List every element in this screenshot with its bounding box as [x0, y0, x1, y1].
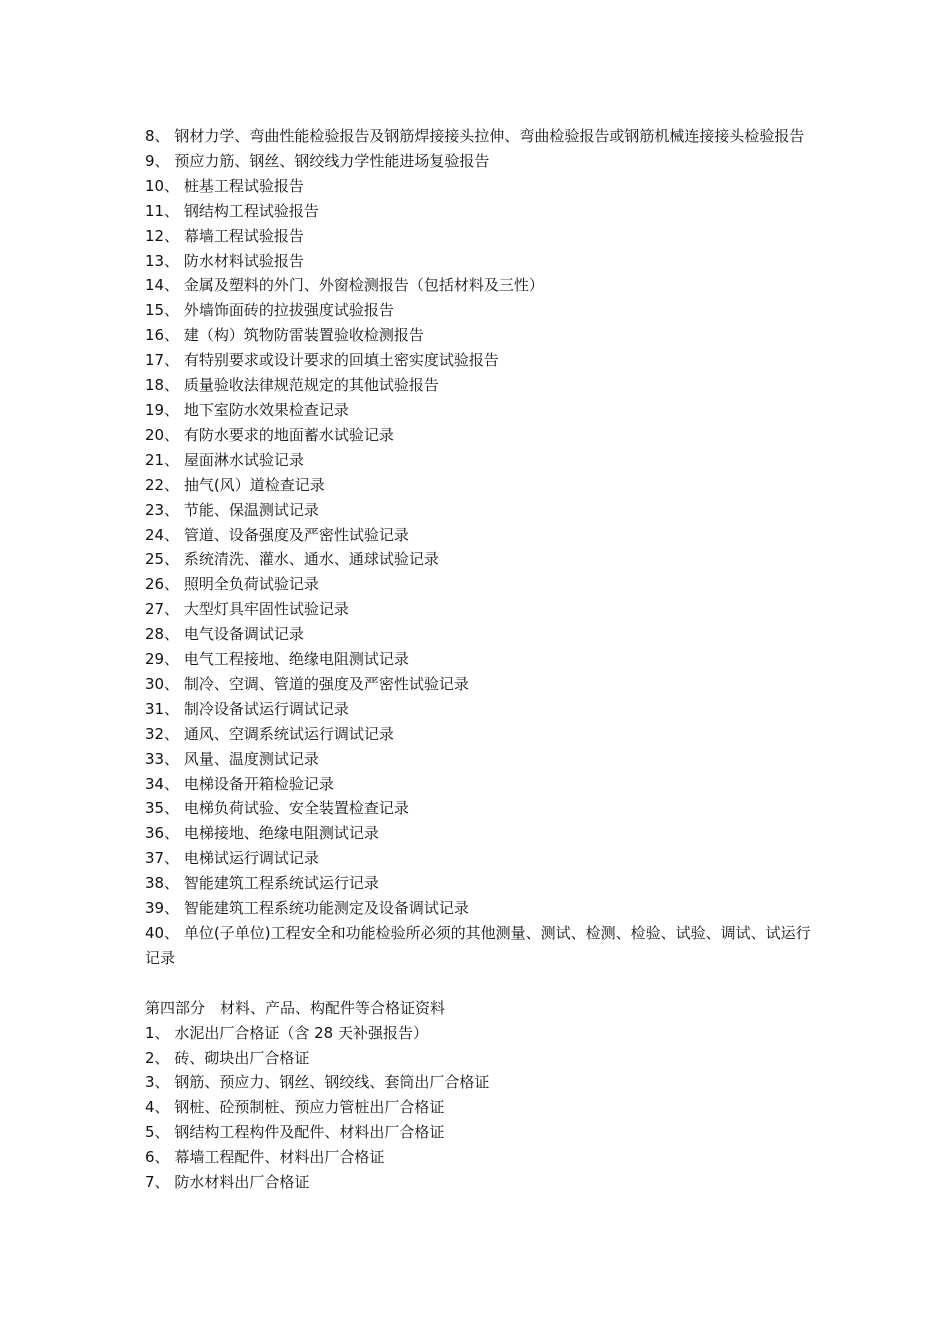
list-item-number: 20、 [145, 425, 180, 444]
list-item-number: 26、 [145, 575, 180, 594]
list-item [145, 921, 813, 971]
list-item-text: 电气工程接地、绝缘电阻测试记录 [183, 650, 409, 669]
list-item-number: 7、 [145, 1173, 170, 1192]
list-item-number: 33、 [145, 749, 180, 768]
list-item-number: 5、 [145, 1123, 170, 1142]
list-item-text: 地下室防水效果检查记录 [183, 400, 349, 419]
test-report-list [145, 124, 813, 971]
list-item-text: 风量、温度测试记录 [183, 749, 319, 768]
list-item-number: 14、 [145, 276, 180, 295]
list-item [145, 747, 813, 772]
list-item-number: 8、 [145, 127, 170, 145]
list-item [145, 1021, 813, 1046]
list-item-number: 3、 [145, 1073, 170, 1092]
list-item [145, 622, 813, 647]
list-item-number: 25、 [145, 550, 180, 569]
list-item-number: 11、 [145, 201, 180, 220]
list-item-number: 35、 [145, 799, 180, 818]
list-item-text: 有防水要求的地面蓄水试验记录 [183, 425, 394, 444]
list-item-text: 金属及塑料的外门、外窗检测报告（包括材料及三性） [183, 276, 544, 295]
list-item-text: 大型灯具牢固性试验记录 [183, 600, 349, 619]
list-item-number: 13、 [145, 251, 180, 270]
list-item-text: 钢结构工程试验报告 [183, 201, 319, 220]
list-item-number: 29、 [145, 650, 180, 669]
list-item-text: 电梯负荷试验、安全装置检查记录 [183, 799, 409, 818]
list-item [145, 273, 813, 298]
list-item-text: 幕墙工程试验报告 [183, 226, 304, 245]
list-item-number: 30、 [145, 674, 180, 693]
list-item [145, 871, 813, 896]
list-item [145, 298, 813, 323]
list-item-number: 1、 [145, 1023, 170, 1042]
list-item-number: 27、 [145, 600, 180, 619]
list-item-number: 37、 [145, 849, 180, 868]
list-item-number: 31、 [145, 699, 180, 718]
list-item-text: 抽气(风）道检查记录 [183, 475, 325, 494]
list-item-number: 6、 [145, 1148, 170, 1167]
list-item-number: 24、 [145, 525, 180, 544]
list-item-text: 有特别要求或设计要求的回填土密实度试验报告 [183, 351, 499, 370]
list-item-text: 水泥出厂合格证（含 28 天补强报告） [174, 1023, 428, 1042]
list-item [145, 647, 813, 672]
list-item-text: 砖、砌块出厂合格证 [174, 1048, 310, 1067]
list-item-text: 智能建筑工程系统功能测定及设备调试记录 [183, 899, 469, 918]
list-item-text: 预应力筋、钢丝、钢绞线力学性能进场复验报告 [174, 151, 490, 170]
list-item-number: 9、 [145, 151, 170, 170]
list-item [145, 572, 813, 597]
list-item-number: 4、 [145, 1098, 170, 1117]
list-item [145, 1120, 813, 1145]
list-item-text: 外墙饰面砖的拉拔强度试验报告 [183, 301, 394, 320]
list-item-text: 屋面淋水试验记录 [183, 450, 304, 469]
list-item-number: 22、 [145, 475, 180, 494]
list-item-text: 节能、保温测试记录 [183, 500, 319, 519]
list-item [145, 249, 813, 274]
list-item-number: 12、 [145, 226, 180, 245]
list-item [145, 846, 813, 871]
list-item [145, 174, 813, 199]
list-item [145, 697, 813, 722]
list-item-text: 通风、空调系统试运行调试记录 [183, 724, 394, 743]
list-item [145, 373, 813, 398]
document-page [145, 124, 813, 1195]
list-item [145, 796, 813, 821]
list-item-text: 建（构）筑物防雷装置验收检测报告 [183, 326, 424, 345]
list-item-text: 钢筋、预应力、钢丝、钢绞线、套筒出厂合格证 [174, 1073, 490, 1092]
list-item [145, 523, 813, 548]
list-item [145, 1046, 813, 1071]
list-item [145, 597, 813, 622]
list-item [145, 423, 813, 448]
list-item [145, 124, 813, 149]
list-item [145, 473, 813, 498]
list-item-text: 管道、设备强度及严密性试验记录 [183, 525, 409, 544]
list-item-text: 幕墙工程配件、材料出厂合格证 [174, 1148, 385, 1167]
section-four-title: 第四部分 材料、产品、构配件等合格证资料 [145, 998, 446, 1017]
list-item-text: 钢结构工程构件及配件、材料出厂合格证 [174, 1123, 445, 1142]
list-item-number: 32、 [145, 724, 180, 743]
list-item-text: 钢材力学、弯曲性能检验报告及钢筋焊接接头拉伸、弯曲检验报告或钢筋机械连接接头检验报告 [174, 127, 805, 145]
list-item-number: 34、 [145, 774, 180, 793]
list-item-text: 桩基工程试验报告 [183, 176, 304, 195]
list-item-number: 23、 [145, 500, 180, 519]
list-item-number: 10、 [145, 176, 180, 195]
list-item [145, 896, 813, 921]
list-item-number: 17、 [145, 351, 180, 370]
certificate-list [145, 1021, 813, 1195]
list-item [145, 547, 813, 572]
list-item-number: 18、 [145, 376, 180, 395]
list-item [145, 323, 813, 348]
list-item-number: 21、 [145, 450, 180, 469]
blank-line [145, 971, 813, 996]
list-item-text: 单位(子单位)工程安全和功能检验所必须的其他测量、测试、检测、检验、试验、调试、试运行记录 [145, 924, 811, 967]
list-item [145, 772, 813, 797]
list-item-number: 38、 [145, 874, 180, 893]
list-item-text: 质量验收法律规范规定的其他试验报告 [183, 376, 439, 395]
list-item [145, 448, 813, 473]
list-item [145, 348, 813, 373]
list-item-text: 防水材料出厂合格证 [174, 1173, 310, 1192]
list-item-text: 钢桩、砼预制桩、预应力管桩出厂合格证 [174, 1098, 445, 1117]
list-item-number: 39、 [145, 899, 180, 918]
list-item-text: 电梯试运行调试记录 [183, 849, 319, 868]
list-item [145, 1170, 813, 1195]
list-item-text: 防水材料试验报告 [183, 251, 304, 270]
list-item-text: 电梯设备开箱检验记录 [183, 774, 334, 793]
list-item-text: 制冷、空调、管道的强度及严密性试验记录 [183, 674, 469, 693]
list-item [145, 1070, 813, 1095]
list-item-number: 19、 [145, 400, 180, 419]
list-item-number: 40、 [145, 924, 180, 942]
list-item [145, 1095, 813, 1120]
list-item [145, 498, 813, 523]
list-item [145, 821, 813, 846]
list-item [145, 149, 813, 174]
list-item [145, 224, 813, 249]
list-item-number: 16、 [145, 326, 180, 345]
list-item-number: 28、 [145, 625, 180, 644]
list-item [145, 722, 813, 747]
list-item-text: 制冷设备试运行调试记录 [183, 699, 349, 718]
list-item-number: 15、 [145, 301, 180, 320]
list-item-text: 电梯接地、绝缘电阻测试记录 [183, 824, 379, 843]
list-item [145, 1145, 813, 1170]
list-item-text: 系统清洗、灌水、通水、通球试验记录 [183, 550, 439, 569]
list-item-number: 36、 [145, 824, 180, 843]
list-item [145, 199, 813, 224]
list-item-text: 照明全负荷试验记录 [183, 575, 319, 594]
list-item-number: 2、 [145, 1048, 170, 1067]
list-item-text: 智能建筑工程系统试运行记录 [183, 874, 379, 893]
list-item [145, 672, 813, 697]
list-item [145, 398, 813, 423]
list-item-text: 电气设备调试记录 [183, 625, 304, 644]
